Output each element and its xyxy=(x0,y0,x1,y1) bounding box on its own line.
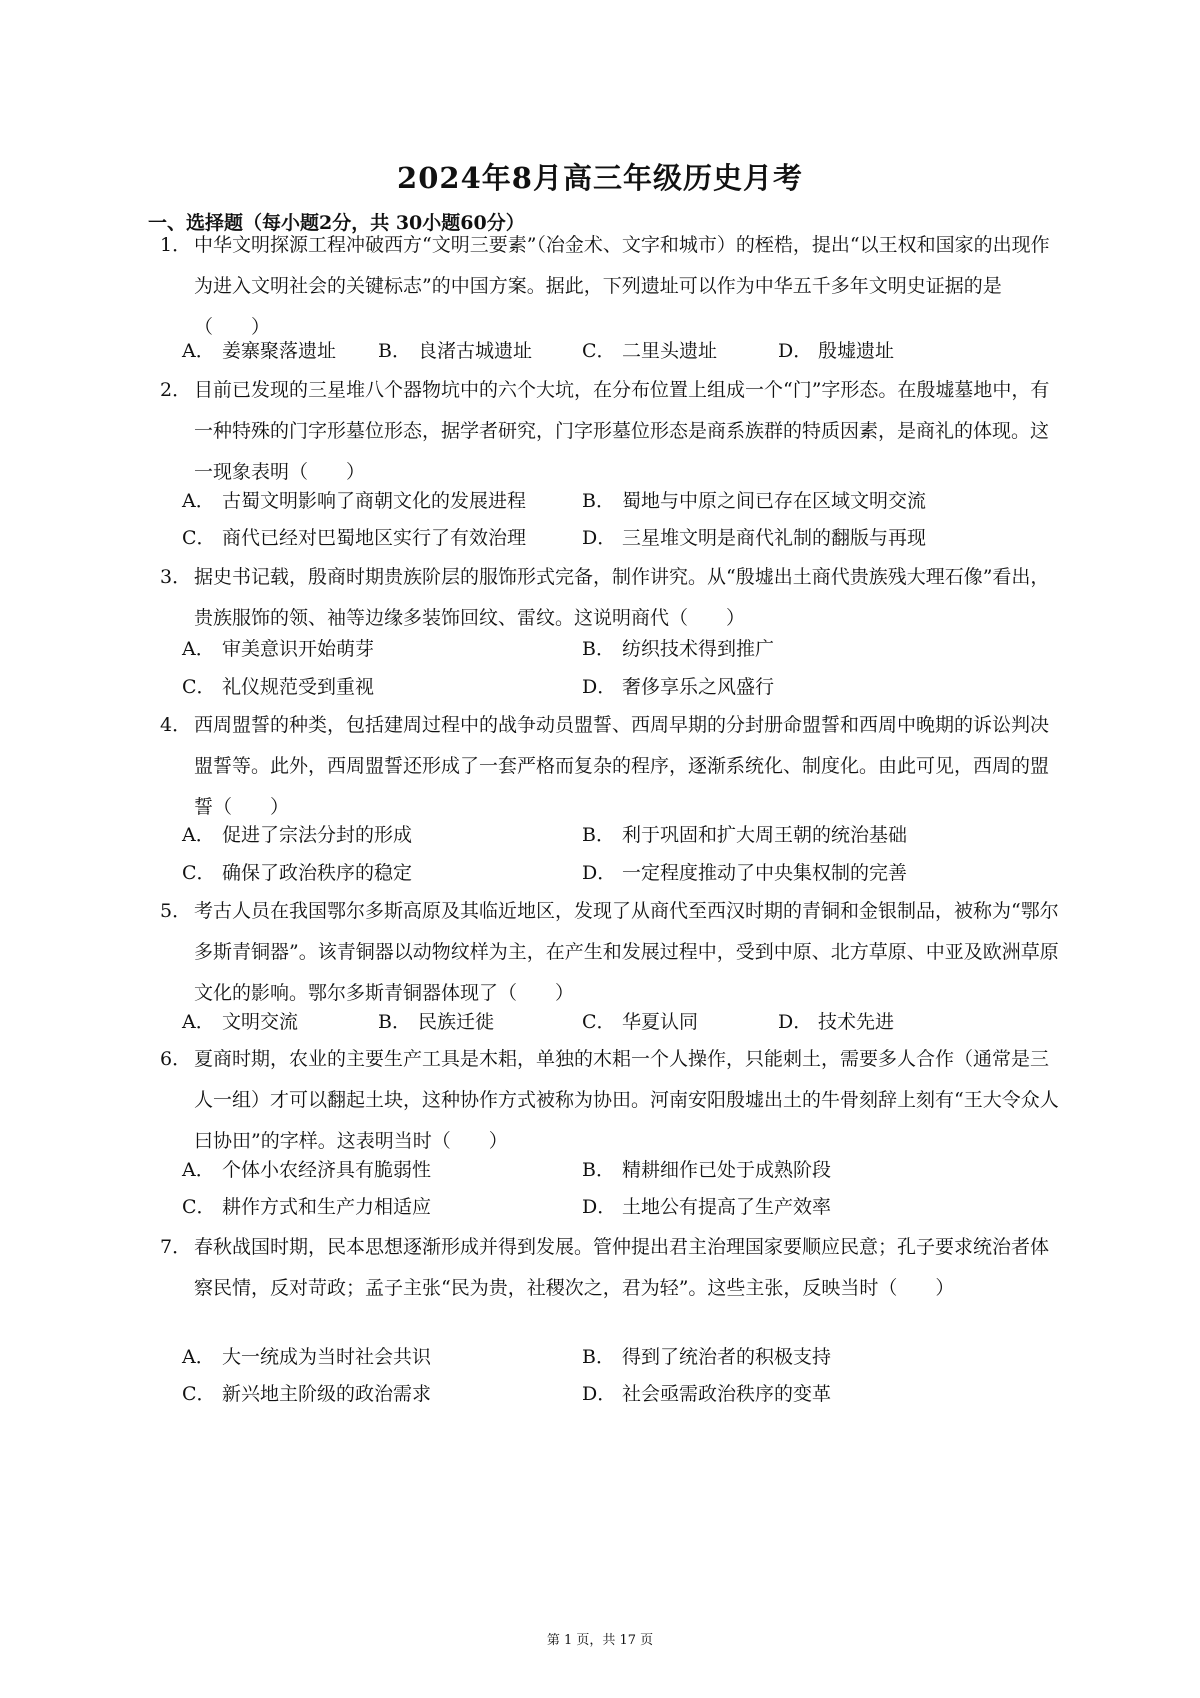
question-text: 夏商时期，农业的主要生产工具是木耜，单独的木耜一个人操作，只能刺土，需要多人合作（通常是三人一组）才可以翻起土块，这种协作方式被称为协田。河南安阳殷墟出土的牛骨刻辞上刻有“王大令众人曰协田”的字样。这表明当时（ ） xyxy=(194,1048,1059,1152)
question-4-stem xyxy=(160,705,1065,828)
page-footer: 第 1 页，共 17 页 xyxy=(546,1633,654,1648)
question-5-stem xyxy=(160,891,1065,1014)
section-heading: 一、选择题（每小题2分，共 30小题60分） xyxy=(148,212,525,234)
question-7-stem xyxy=(160,1227,1065,1309)
option-c[interactable]: C． 耕作方式和生产力相适应 xyxy=(182,1196,432,1218)
option-d[interactable]: D． 社会亟需政治秩序的变革 xyxy=(582,1383,832,1405)
option-d[interactable]: D． 一定程度推动了中央集权制的完善 xyxy=(582,862,908,884)
option-a[interactable]: A． 个体小农经济具有脆弱性 xyxy=(182,1159,432,1181)
option-b[interactable]: B． 蜀地与中原之间已存在区域文明交流 xyxy=(582,490,927,512)
option-c[interactable]: C． 商代已经对巴蜀地区实行了有效治理 xyxy=(182,527,527,549)
question-number: 2． xyxy=(160,379,192,401)
question-text: 西周盟誓的种类，包括建周过程中的战争动员盟誓、西周早期的分封册命盟誓和西周中晚期的诉讼判决盟誓等。此外，西周盟誓还形成了一套严格而复杂的程序，逐渐系统化、制度化。由此可见，西周的盟誓（ ） xyxy=(194,714,1050,818)
option-d[interactable]: D． 技术先进 xyxy=(778,1011,895,1033)
option-c[interactable]: C． 华夏认同 xyxy=(582,1011,699,1033)
question-2-options-row1 xyxy=(182,481,1042,521)
option-d[interactable]: D． 奢侈享乐之风盛行 xyxy=(582,676,775,698)
question-4-options-row2 xyxy=(182,853,1042,893)
question-3-options-row2 xyxy=(182,667,1042,707)
question-text: 考古人员在我国鄂尔多斯高原及其临近地区，发现了从商代至西汉时期的青铜和金银制品，被称为“鄂尔多斯青铜器”。该青铜器以动物纹样为主，在产生和发展过程中，受到中原、北方草原、中亚及欧洲草原文化的影响。鄂尔多斯青铜器体现了（ ） xyxy=(194,900,1059,1004)
option-d[interactable]: D． 三星堆文明是商代礼制的翻版与再现 xyxy=(582,527,927,549)
question-text: 中华文明探源工程冲破西方“文明三要素”（冶金术、文字和城市）的桎梏，提出“以王权和国家的出现作为进入文明社会的关键标志”的中国方案。据此，下列遗址可以作为中华五千多年文明史证据的是（ ） xyxy=(194,234,1050,338)
option-c[interactable]: C． 礼仪规范受到重视 xyxy=(182,676,375,698)
question-number: 5． xyxy=(160,900,192,922)
option-b[interactable]: B． 精耕细作已处于成熟阶段 xyxy=(582,1159,832,1181)
question-1-options xyxy=(182,331,902,371)
option-a[interactable]: A． 促进了宗法分封的形成 xyxy=(182,824,413,846)
question-7-options-row1 xyxy=(182,1337,1042,1377)
option-d[interactable]: D． 土地公有提高了生产效率 xyxy=(582,1196,832,1218)
option-a[interactable]: A． 姜寨聚落遗址 xyxy=(182,340,337,362)
option-b[interactable]: B． 利于巩固和扩大周王朝的统治基础 xyxy=(582,824,908,846)
option-c[interactable]: C． 二里头遗址 xyxy=(582,340,718,362)
option-b[interactable]: B． 得到了统治者的积极支持 xyxy=(582,1346,832,1368)
question-4-options-row1 xyxy=(182,815,1042,855)
question-text: 据史书记载，殷商时期贵族阶层的服饰形式完备，制作讲究。从“殷墟出土商代贵族残大理石像”看出，贵族服饰的领、袖等边缘多装饰回纹、雷纹。这说明商代（ ） xyxy=(194,566,1050,629)
option-b[interactable]: B． 民族迁徙 xyxy=(378,1011,495,1033)
question-text: 春秋战国时期，民本思想逐渐形成并得到发展。管仲提出君主治理国家要顺应民意；孔子要求统治者体察民情，反对苛政；孟子主张“民为贵，社稷次之，君为轻”。这些主张，反映当时（ ） xyxy=(194,1236,1050,1299)
question-1-stem xyxy=(160,225,1065,348)
option-c[interactable]: C． 确保了政治秩序的稳定 xyxy=(182,862,413,884)
question-2-stem xyxy=(160,370,1065,493)
question-number: 7． xyxy=(160,1236,192,1258)
option-a[interactable]: A． 文明交流 xyxy=(182,1011,299,1033)
option-a[interactable]: A． 古蜀文明影响了商朝文化的发展进程 xyxy=(182,490,527,512)
question-5-options xyxy=(182,1002,902,1042)
question-3-options-row1 xyxy=(182,629,1042,669)
option-b[interactable]: B． 纺织技术得到推广 xyxy=(582,638,775,660)
question-7-options-row2 xyxy=(182,1374,1042,1414)
question-6-stem xyxy=(160,1039,1065,1162)
question-6-options-row1 xyxy=(182,1150,1042,1190)
question-number: 6． xyxy=(160,1048,192,1070)
question-number: 1． xyxy=(160,234,192,256)
option-c[interactable]: C． 新兴地主阶级的政治需求 xyxy=(182,1383,432,1405)
question-6-options-row2 xyxy=(182,1187,1042,1227)
question-text: 目前已发现的三星堆八个器物坑中的六个大坑，在分布位置上组成一个“门”字形态。在殷墟墓地中，有一种特殊的门字形墓位形态，据学者研究，门字形墓位形态是商系族群的特质因素，是商礼的体现。这一现象表明（ ） xyxy=(194,379,1050,483)
option-a[interactable]: A． 大一统成为当时社会共识 xyxy=(182,1346,432,1368)
option-b[interactable]: B． 良渚古城遗址 xyxy=(378,340,533,362)
question-number: 4． xyxy=(160,714,192,736)
question-3-stem xyxy=(160,557,1065,639)
question-2-options-row2 xyxy=(182,518,1042,558)
option-d[interactable]: D． 殷墟遗址 xyxy=(778,340,895,362)
option-a[interactable]: A． 审美意识开始萌芽 xyxy=(182,638,375,660)
question-number: 3． xyxy=(160,566,192,588)
exam-title: 2024年8月高三年级历史月考 xyxy=(397,161,803,195)
